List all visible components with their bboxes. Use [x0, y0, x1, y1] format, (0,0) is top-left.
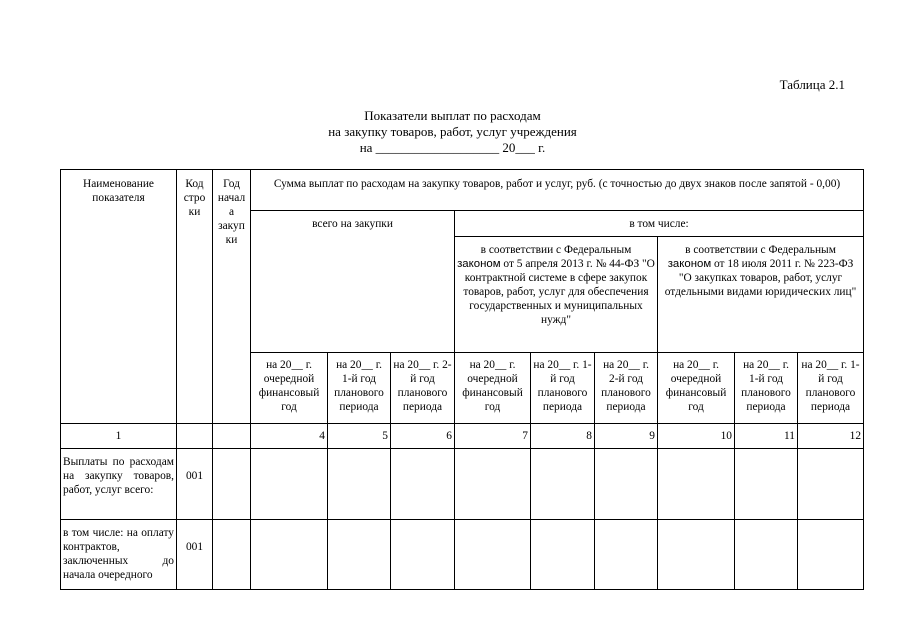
column-number: 8 [531, 424, 595, 449]
empty-cell [658, 449, 735, 520]
period-header: на 20__ г. очередной финансовый год [455, 353, 531, 424]
column-number: 12 [798, 424, 864, 449]
table-row [61, 520, 864, 590]
empty-cell [251, 520, 328, 590]
title-line-2: на закупку товаров, работ, услуг учреждения [328, 124, 577, 139]
empty-cell [391, 520, 455, 590]
law44-rest: № 44-ФЗ "О контрактной системе в сфере закупок товаров, работ, услуг для обеспечения государственных и муниципальных нужд" [463, 258, 655, 326]
header-year: Год начал а закуп ки [213, 170, 251, 424]
column-number: 5 [328, 424, 391, 449]
law223-date: от 18 июля 2011 г. [714, 258, 802, 270]
header-including: в том числе: [455, 211, 864, 237]
period-header: на 20__ г. 1-й год планового периода [328, 353, 391, 424]
column-number [177, 424, 213, 449]
period-header: на 20__ г. 1-й год планового периода [798, 353, 864, 424]
title-line-1: Показатели выплат по расходам [364, 108, 541, 123]
row-name: Выплаты по расходам на закупку товаров, работ, услуг всего: [61, 449, 177, 520]
header-law-44 [455, 237, 658, 353]
table-caption: Таблица 2.1 [779, 77, 845, 92]
empty-cell [328, 449, 391, 520]
empty-cell [658, 520, 735, 590]
empty-cell [455, 520, 531, 590]
empty-cell [328, 520, 391, 590]
law223-law-word: законом [667, 258, 712, 270]
period-header: на 20__ г. очередной финансовый год [658, 353, 735, 424]
header-code: Код стро ки [177, 170, 213, 424]
row-code: 001 [177, 520, 213, 590]
column-number-row [61, 424, 864, 449]
header-name: Наименование показателя [61, 170, 177, 424]
empty-cell [798, 449, 864, 520]
table-row [61, 449, 864, 520]
empty-cell [531, 520, 595, 590]
period-header: на 20__ г. очередной финансовый год [251, 353, 328, 424]
empty-cell [213, 520, 251, 590]
header-law-223 [658, 237, 864, 353]
column-number: 1 [61, 424, 177, 449]
column-number [213, 424, 251, 449]
column-number: 7 [455, 424, 531, 449]
empty-cell [251, 449, 328, 520]
law44-date: от 5 апреля 2013 г. [503, 258, 593, 270]
row-code: 001 [177, 449, 213, 520]
empty-cell [735, 520, 798, 590]
title-line-3: на ___________________ 20___ г. [359, 140, 546, 155]
law223-rest: № 223-ФЗ "О закупках товаров, работ, услуг отдельными видами юридических лиц" [664, 258, 857, 298]
period-header: на 20__ г. 2-й год планового периода [595, 353, 658, 424]
column-number: 11 [735, 424, 798, 449]
expenditure-table [60, 169, 864, 590]
empty-cell [735, 449, 798, 520]
empty-cell [595, 520, 658, 590]
period-header: на 20__ г. 2-й год планового периода [391, 353, 455, 424]
column-number: 4 [251, 424, 328, 449]
header-row-1 [61, 170, 864, 211]
empty-cell [531, 449, 595, 520]
empty-cell [213, 449, 251, 520]
period-header: на 20__ г. 1-й год планового периода [531, 353, 595, 424]
row-name: в том числе: на оплату контрактов, заключенных до начала очередного [61, 520, 177, 590]
header-sum: Сумма выплат по расходам на закупку товаров, работ и услуг, руб. (с точностью до двух знаков после запятой - 0,00) [251, 170, 864, 211]
empty-cell [798, 520, 864, 590]
column-number: 6 [391, 424, 455, 449]
document-title [0, 108, 905, 156]
column-number: 10 [658, 424, 735, 449]
law44-law-word: законом [457, 258, 501, 270]
law223-prefix: в соответствии с Федеральным [685, 244, 836, 256]
column-number: 9 [595, 424, 658, 449]
empty-cell [595, 449, 658, 520]
period-header: на 20__ г. 1-й год планового периода [735, 353, 798, 424]
empty-cell [391, 449, 455, 520]
empty-cell [455, 449, 531, 520]
header-all-purchases: всего на закупки [251, 211, 455, 353]
law44-prefix: в соответствии с Федеральным [480, 244, 632, 256]
